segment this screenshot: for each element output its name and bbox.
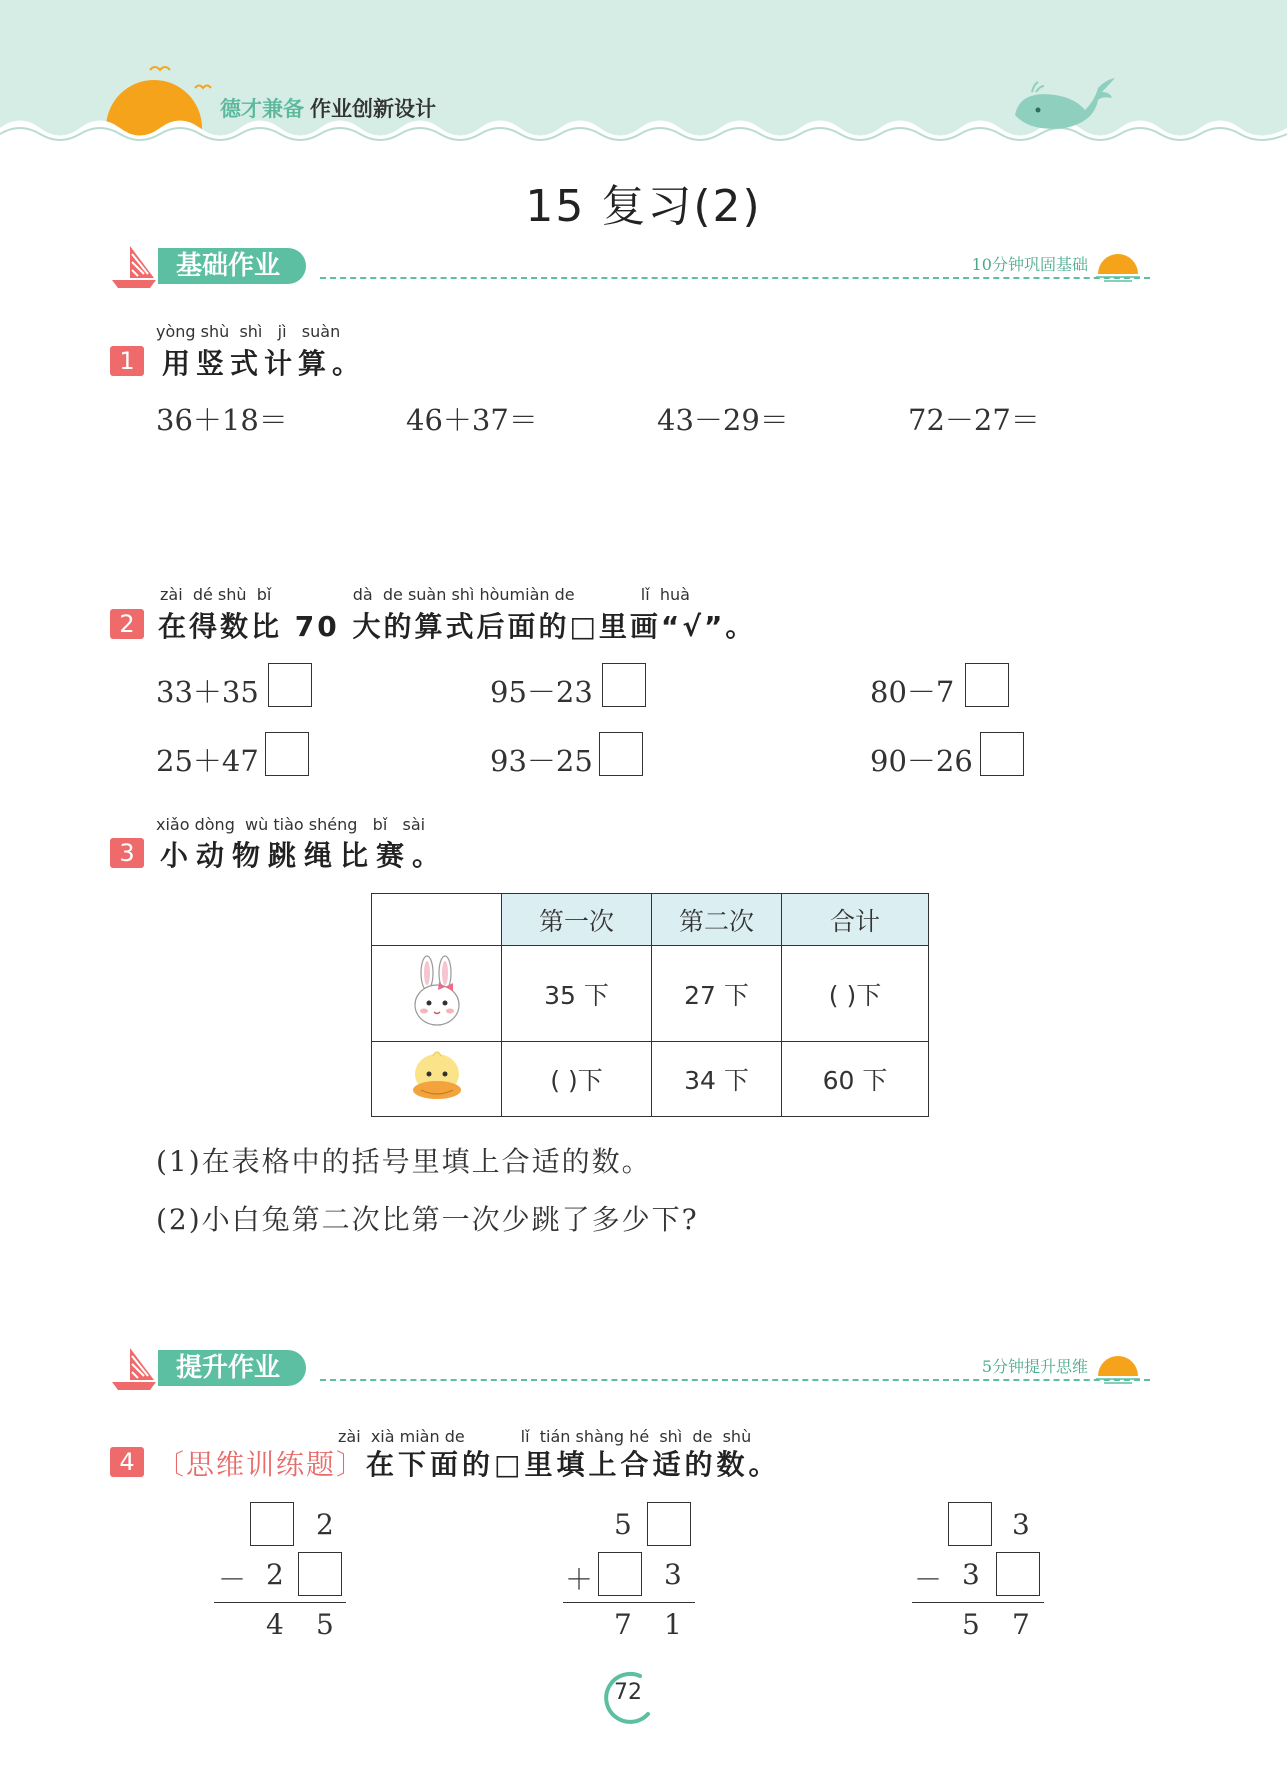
- brand-title: [220, 93, 436, 123]
- section-basic-bar: [110, 242, 1150, 292]
- table-cell-blank[interactable]: ( )下: [502, 1042, 652, 1117]
- sailboat-icon: [110, 244, 158, 290]
- sum-line: [214, 1602, 346, 1603]
- sunset-icon: [1096, 252, 1140, 282]
- birds-icon: [145, 58, 235, 98]
- q3-subquestion-1: (1)在表格中的括号里填上合适的数。: [156, 1145, 652, 1178]
- answer-box[interactable]: [268, 663, 312, 707]
- table-cell-animal: [372, 946, 502, 1042]
- rabbit-icon: [407, 955, 467, 1027]
- page-header: [0, 0, 1287, 150]
- q3-subquestion-2: (2)小白兔第二次比第一次少跳了多少下?: [156, 1203, 699, 1236]
- q2-expr: 33＋35: [156, 675, 259, 709]
- q4-tag: 〔思维训练题〕: [156, 1448, 367, 1481]
- q4-number: 4: [110, 1447, 144, 1477]
- q2-number: 2: [110, 609, 144, 639]
- q3-number: 3: [110, 838, 144, 868]
- digit-box[interactable]: [250, 1502, 294, 1546]
- answer-box[interactable]: [265, 732, 309, 776]
- digit-box[interactable]: [647, 1502, 691, 1546]
- q1-expr: 46＋37＝: [406, 403, 538, 437]
- q3-pinyin: xiǎo dòng wù tiào shéng bǐ sài: [156, 815, 426, 834]
- q2-expr: 25＋47: [156, 744, 259, 778]
- section-advanced-label: 提升作业: [158, 1350, 306, 1386]
- q2-expr: 90－26: [870, 744, 973, 778]
- table-header: 合计: [782, 894, 929, 946]
- q4-pinyin: zài xià miàn de lǐ tián shàng hé shì de shù: [338, 1427, 752, 1446]
- digit: 4: [266, 1608, 284, 1641]
- section-divider: [320, 1379, 1150, 1381]
- q4-text: 在下面的□里填上合适的数。: [366, 1448, 781, 1481]
- operator: －: [914, 1563, 943, 1596]
- digit: 5: [316, 1608, 334, 1641]
- digit: 2: [316, 1508, 334, 1541]
- brand-dark: 作业创新设计: [310, 97, 436, 121]
- q1-expr: 43－29＝: [657, 403, 789, 437]
- table-cell-animal: [372, 1042, 502, 1117]
- table-header: 第二次: [652, 894, 782, 946]
- digit-box[interactable]: [298, 1552, 342, 1596]
- table-corner: [372, 894, 502, 946]
- q1-pinyin: yòng shù shì jì suàn: [156, 322, 341, 341]
- q2-text: 在得数比 70 大的算式后面的□里画“√”。: [158, 610, 757, 643]
- operator: ＋: [565, 1563, 594, 1596]
- section-advanced-bar: [110, 1344, 1150, 1394]
- digit: 3: [962, 1558, 980, 1591]
- answer-box[interactable]: [980, 732, 1024, 776]
- q4-text-line: [156, 1443, 780, 1483]
- sunset-icon: [1096, 1354, 1140, 1384]
- section-basic-label: 基础作业: [158, 248, 306, 284]
- q2-pinyin: zài dé shù bǐ dà de suàn shì hòumiàn de lǐ huà: [160, 585, 690, 604]
- sailboat-icon: [110, 1346, 158, 1392]
- sum-line: [912, 1602, 1044, 1603]
- digit: 5: [962, 1608, 980, 1641]
- table-cell: 60 下: [782, 1042, 929, 1117]
- digit: 7: [614, 1608, 632, 1641]
- digit: 2: [266, 1558, 284, 1591]
- table-cell: 35 下: [502, 946, 652, 1042]
- jump-rope-table: [371, 893, 929, 1117]
- section-advanced-note: 5分钟提升思维: [981, 1357, 1088, 1376]
- digit: 5: [614, 1508, 632, 1541]
- answer-box[interactable]: [965, 663, 1009, 707]
- q2-expr: 95－23: [490, 675, 593, 709]
- table-header: 第一次: [502, 894, 652, 946]
- digit-box[interactable]: [598, 1552, 642, 1596]
- digit: 7: [1012, 1608, 1030, 1641]
- brand-green: 德才兼备: [220, 97, 304, 121]
- answer-box[interactable]: [599, 732, 643, 776]
- sum-line: [563, 1602, 695, 1603]
- q1-expr: 36＋18＝: [156, 403, 288, 437]
- section-basic-note: 10分钟巩固基础: [971, 255, 1088, 274]
- q2-expr: 80－7: [870, 675, 955, 709]
- operator: －: [218, 1563, 247, 1596]
- whale-icon: [1010, 70, 1115, 135]
- digit: 1: [664, 1608, 682, 1641]
- table-cell: 27 下: [652, 946, 782, 1042]
- q1-expr: 72－27＝: [908, 403, 1040, 437]
- section-divider: [320, 277, 1150, 279]
- answer-box[interactable]: [602, 663, 646, 707]
- q1-number: 1: [110, 346, 144, 376]
- digit-box[interactable]: [948, 1502, 992, 1546]
- table-cell: 34 下: [652, 1042, 782, 1117]
- digit-box[interactable]: [996, 1552, 1040, 1596]
- page-title: 15 复习(2): [525, 181, 762, 232]
- digit: 3: [664, 1558, 682, 1591]
- duck-icon: [407, 1048, 467, 1104]
- q3-text: 小动物跳绳比赛。: [160, 839, 449, 872]
- q2-expr: 93－25: [490, 744, 593, 778]
- digit: 3: [1012, 1508, 1030, 1541]
- q1-text: 用竖式计算。: [162, 347, 367, 380]
- table-cell-blank[interactable]: ( )下: [782, 946, 929, 1042]
- page-number: 72: [614, 1680, 642, 1705]
